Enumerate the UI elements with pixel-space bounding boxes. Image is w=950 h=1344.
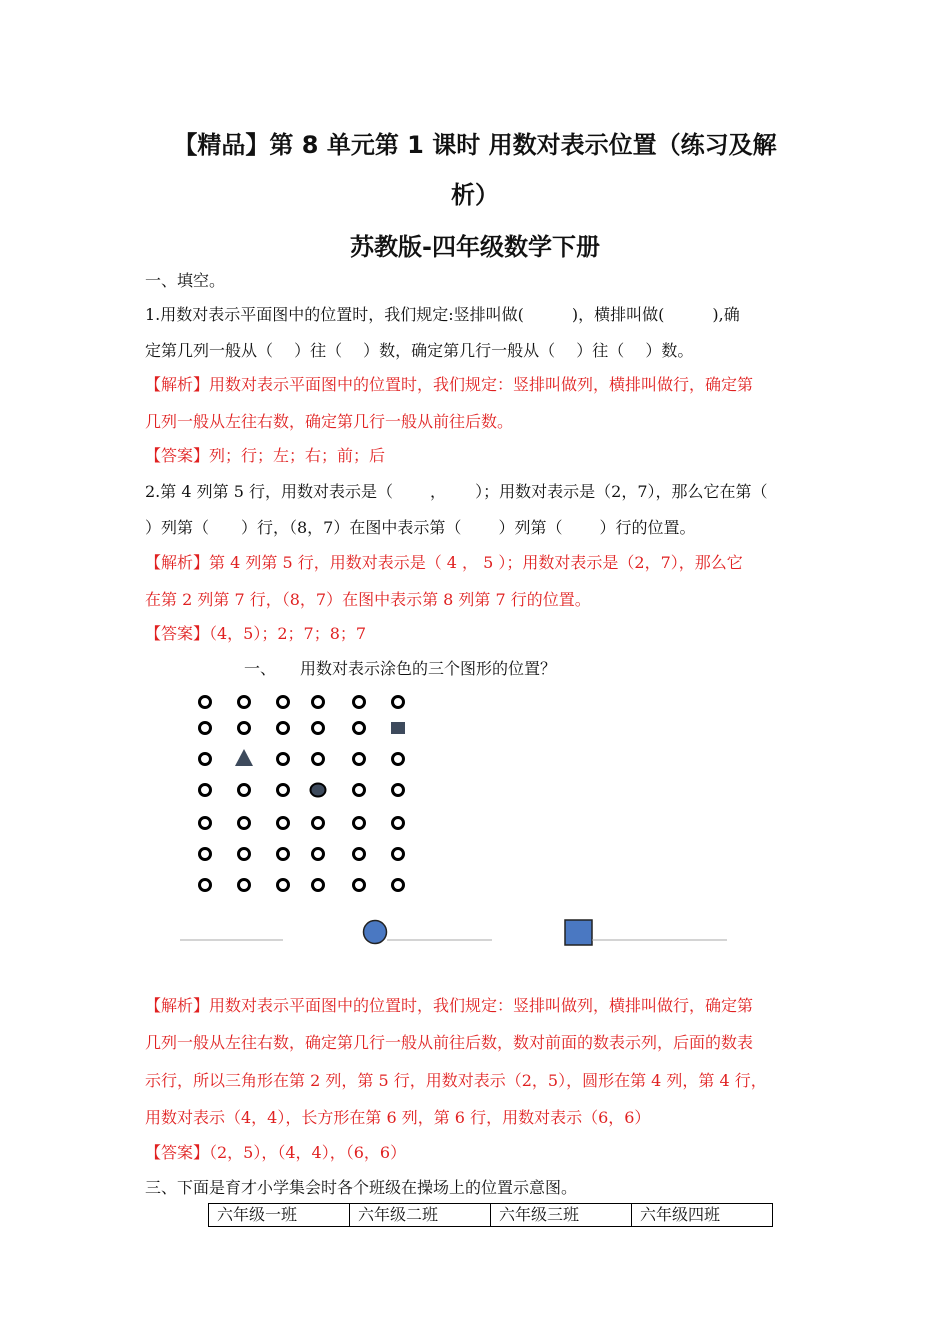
q2-answer: 【答案】（4，5）；2；7；8；7 — [145, 624, 367, 643]
grid-dot — [354, 697, 365, 708]
square-mark-icon — [391, 722, 405, 734]
class-cell: 六年级一班 — [209, 1204, 350, 1227]
grid-dot — [393, 785, 404, 796]
answer-blanks — [175, 910, 735, 955]
section3-heading: 三、下面是育才小学集会时各个班级在操场上的位置示意图。 — [145, 1178, 578, 1197]
grid-dot — [278, 723, 289, 734]
grid-dot — [278, 785, 289, 796]
class-cell: 六年级四班 — [632, 1204, 773, 1227]
grid-dot — [239, 880, 250, 891]
table-row — [209, 1204, 773, 1227]
grid-dot — [313, 880, 324, 891]
grid-dot — [200, 880, 211, 891]
grid-dot — [354, 849, 365, 860]
grid-dot — [313, 723, 324, 734]
grid-dot — [200, 754, 211, 765]
section2-analysis-line4: 用数对表示（4，4），长方形在第 6 列，第 6 行，用数对表示（6，6） — [145, 1108, 651, 1127]
grid-dot — [278, 754, 289, 765]
section1-heading: 一、填空。 — [145, 271, 226, 290]
grid-dot — [239, 697, 250, 708]
q1-analysis-line1: 【解析】用数对表示平面图中的位置时，我们规定：竖排叫做列，横排叫做行，确定第 — [145, 375, 754, 394]
filled-circle-icon — [311, 784, 326, 797]
grid-dot — [393, 849, 404, 860]
class-cell: 六年级三班 — [491, 1204, 632, 1227]
grid-dot — [278, 697, 289, 708]
grid-dot — [200, 785, 211, 796]
grid-dot — [200, 818, 211, 829]
grid-dot — [239, 785, 250, 796]
class-position-table — [208, 1203, 773, 1227]
dot-grid — [180, 685, 420, 900]
grid-dot — [278, 880, 289, 891]
q1-answer: 【答案】列；行；左；右；前；后 — [145, 446, 386, 465]
q1-analysis-line2: 几列一般从左往右数，确定第几行一般从前往后数。 — [145, 412, 514, 431]
section2-heading: 一、 用数对表示涂色的三个图形的位置？ — [244, 659, 557, 678]
section2-answer: 【答案】（2，5），（4，4），（6，6） — [145, 1143, 407, 1162]
class-cell: 六年级二班 — [350, 1204, 491, 1227]
section2-analysis-line2: 几列一般从左往右数，确定第几行一般从前往后数，数对前面的数表示列，后面的数表 — [145, 1033, 754, 1052]
section2-analysis-line3: 示行，所以三角形在第 2 列，第 5 行，用数对表示（2，5），圆形在第 4 列，第 4 行， — [145, 1071, 767, 1090]
q2-line2: ）列第（ ）行，（8，7）在图中表示第（ ）列第（ ）行的位置。 — [145, 518, 696, 537]
triangle-shape-icon — [235, 749, 253, 766]
q2-analysis-line1: 【解析】第 4 列第 5 行，用数对表示是（ 4 ， 5 ）；用数对表示是（2，7），那么它 — [145, 553, 743, 572]
grid-dot — [200, 723, 211, 734]
grid-dot — [313, 849, 324, 860]
grid-dot — [313, 697, 324, 708]
q1-line2: 定第几列一般从（ ）往（ ）数，确定第几行一般从（ ）往（ ）数。 — [145, 341, 694, 360]
section2-analysis-line1: 【解析】用数对表示平面图中的位置时，我们规定：竖排叫做列，横排叫做行，确定第 — [145, 996, 754, 1015]
grid-dot — [278, 849, 289, 860]
grid-dot — [239, 849, 250, 860]
grid-dot — [354, 880, 365, 891]
circle-shape-icon — [364, 921, 387, 944]
grid-dot — [393, 754, 404, 765]
grid-dot — [200, 849, 211, 860]
grid-dot — [354, 723, 365, 734]
grid-dot — [313, 754, 324, 765]
grid-dot — [278, 818, 289, 829]
grid-dot — [393, 697, 404, 708]
grid-dot — [200, 697, 211, 708]
grid-dot — [239, 818, 250, 829]
q2-analysis-line2: 在第 2 列第 7 行，（8，7）在图中表示第 8 列第 7 行的位置。 — [145, 590, 591, 609]
doc-subtitle: 苏教版-四年级数学下册 — [350, 233, 600, 261]
grid-dot — [239, 723, 250, 734]
q1-line1: 1.用数对表示平面图中的位置时，我们规定:竖排叫做( )，横排叫做( ),确 — [145, 305, 740, 324]
grid-dot — [354, 818, 365, 829]
grid-dot — [313, 818, 324, 829]
grid-dot — [354, 785, 365, 796]
q2-line1: 2.第 4 列第 5 行，用数对表示是（ ， ）；用数对表示是（2，7），那么它在第（ — [145, 482, 768, 501]
square-shape-icon — [565, 920, 592, 945]
grid-dot — [393, 880, 404, 891]
grid-dot — [354, 754, 365, 765]
grid-dot — [393, 818, 404, 829]
doc-title-line2: 析） — [451, 181, 499, 209]
doc-title-line1: 【精品】第 8 单元第 1 课时 用数对表示位置（练习及解 — [173, 131, 777, 159]
